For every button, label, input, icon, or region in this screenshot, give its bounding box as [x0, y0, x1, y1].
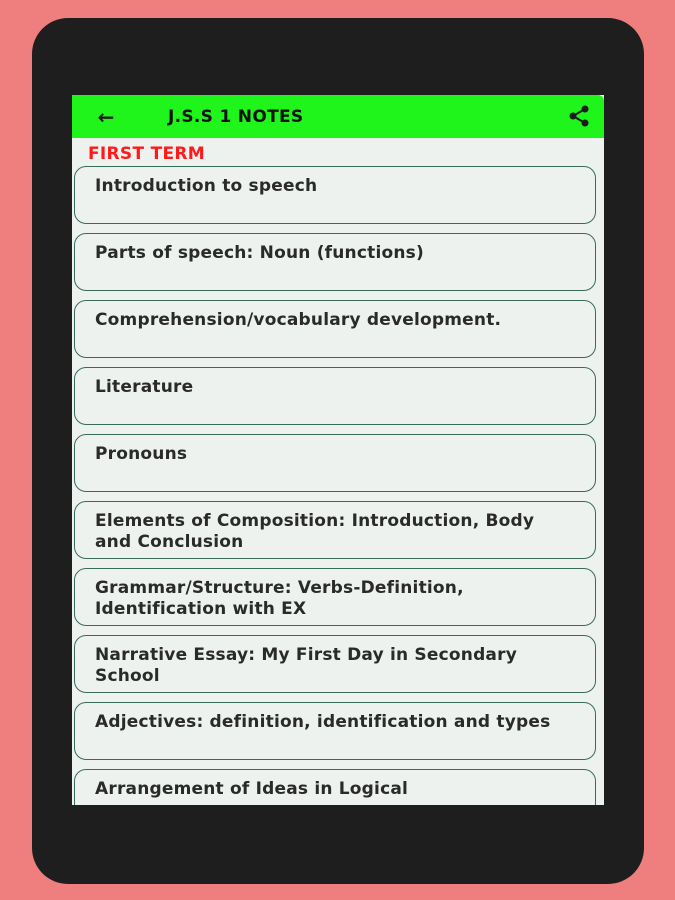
topic-item[interactable] [74, 501, 596, 559]
topic-item[interactable] [74, 233, 596, 291]
topic-item[interactable] [74, 702, 596, 760]
topic-item[interactable] [74, 769, 596, 805]
topic-label: Literature [95, 377, 194, 397]
section-title: FIRST TERM [88, 144, 206, 164]
topic-label: Adjectives: definition, identification and types [95, 712, 551, 732]
page-title: J.S.S 1 NOTES [168, 106, 304, 127]
topic-label: Elements of Composition: Introduction, Body and Conclusion [95, 511, 535, 552]
topic-item[interactable] [74, 635, 596, 693]
share-icon[interactable] [568, 104, 590, 128]
app-bar [72, 95, 604, 138]
app-screen [72, 95, 604, 805]
topic-label: Narrative Essay: My First Day in Secondary School [95, 645, 517, 686]
topic-label: Parts of speech: Noun (functions) [95, 243, 424, 263]
topic-list [72, 166, 604, 805]
topic-item[interactable] [74, 300, 596, 358]
topic-label: Pronouns [95, 444, 188, 464]
topic-item[interactable] [74, 166, 596, 224]
topic-label: Grammar/Structure: Verbs-Definition, Identification with EX [95, 578, 464, 619]
topic-label: Comprehension/vocabulary development. [95, 310, 502, 330]
back-arrow-icon[interactable]: ← [97, 104, 115, 129]
topic-item[interactable] [74, 568, 596, 626]
topic-item[interactable] [74, 434, 596, 492]
topic-item[interactable] [74, 367, 596, 425]
topic-label: Introduction to speech [95, 176, 318, 196]
topic-label: Arrangement of Ideas in Logical [95, 779, 409, 799]
